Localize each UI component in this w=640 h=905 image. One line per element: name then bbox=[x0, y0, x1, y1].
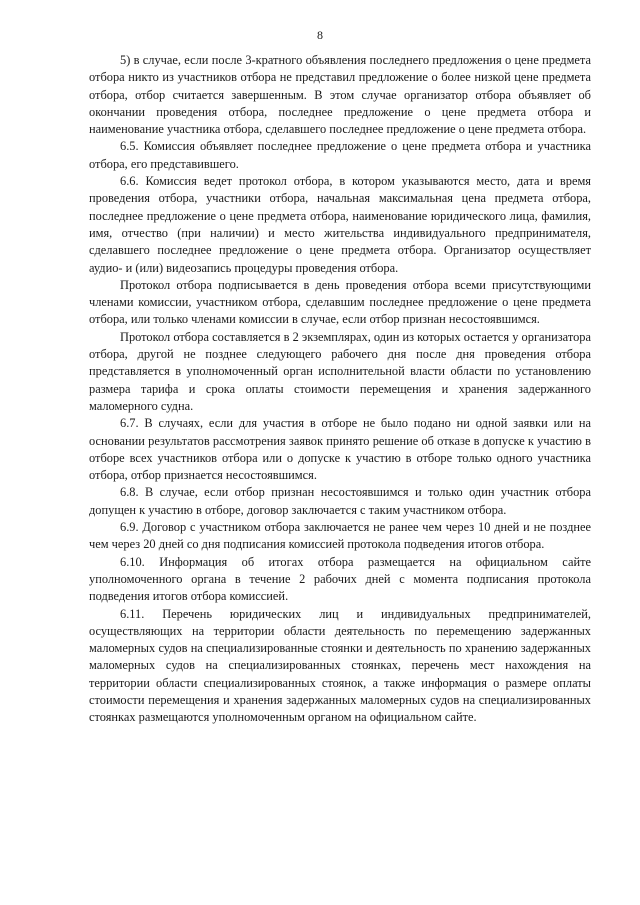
paragraph-6-10: 6.10. Информация об итогах отбора размещается на официальном сайте уполномоченного органа в течение 2 рабочих дней с момента подписания протокола подведения итогов отбора комиссией. bbox=[89, 554, 591, 604]
paragraph-item-5-point: 5) в случае, если после 3-кратного объявления последнего предложения о цене предмета отбора никто из участников отбора не представил предложение о более низкой цене предмета отбора, отбор считается завершенным. В этом случае организатор отбора объявляет об окончании проведения отбора, последнее предложение о цене предмета отбора и наименование участника отбора, сделавшего последнее предложение о цене предмета отбора. bbox=[89, 53, 591, 137]
paragraph-6-8: 6.8. В случае, если отбор признан несостоявшимся и только один участник отбора допущен к участию в отборе, договор заключается с таким участником отбора. bbox=[89, 485, 591, 517]
paragraph-6-5: 6.5. Комиссия объявляет последнее предложение о цене предмета отбора и участника отбора, его представившего. bbox=[89, 139, 591, 171]
paragraph-6-9: 6.9. Договор с участником отбора заключается не ранее чем через 10 дней и не позднее чем через 20 дней со дня подписания комиссией протокола подведения итогов отбора. bbox=[89, 520, 591, 552]
paragraph-protocol-copies: Протокол отбора составляется в 2 экземплярах, один из которых остается у организатора отбора, другой не позднее следующего рабочего дня после дня проведения отбора представляется в уполномоченный орган исполнительной власти области по установлению размера тарифа и срока оплаты стоимости перемещения и хранения задержанного маломерного судна. bbox=[89, 329, 591, 413]
paragraph-6-6: 6.6. Комиссия ведет протокол отбора, в котором указываются место, дата и время проведения отбора, участники отбора, начальная максимальная цена предмета отбора, последнее предложение о цене предмета отбора, наименование юридического лица, фамилия, имя, отчество (при наличии) и место жительства индивидуального предпринимателя, сделавшего последнее предложение о цене предмета отбора. Организатор осуществляет аудио- и (или) видеозапись процедуры проведения отбора. bbox=[89, 174, 591, 275]
paragraph-protocol-signing: Протокол отбора подписывается в день проведения отбора всеми присутствующими членами комиссии, участником отбора, сделавшим последнее предложение о цене предмета отбора, или только членами комиссии в случае, если отбор признан несостоявшимся. bbox=[89, 277, 591, 327]
paragraph-6-7: 6.7. В случаях, если для участия в отборе не было подано ни одной заявки или на основании результатов рассмотрения заявок принято решение об отказе в допуске к участию в отборе всех участников отбора или о допуске к участию в отборе только одного участника отбора, отбор признается несостоявшимся. bbox=[89, 416, 591, 483]
page-number: 8 bbox=[317, 28, 323, 42]
paragraph-6-11: 6.11. Перечень юридических лиц и индивидуальных предпринимателей, осуществляющих на территории области деятельность по перемещению задержанных маломерных судов на специализированные стоянки и деятельность по хранению задержанных маломерных судов на специализированных стоянках, перечень мест нахождения на территории области специализированных стоянок, а также информация о размере оплаты стоимости перемещения и хранения задержанных маломерных судов на специализированных стоянках размещаются уполномоченным органом на официальном сайте. bbox=[89, 606, 591, 725]
document-body bbox=[89, 52, 591, 727]
